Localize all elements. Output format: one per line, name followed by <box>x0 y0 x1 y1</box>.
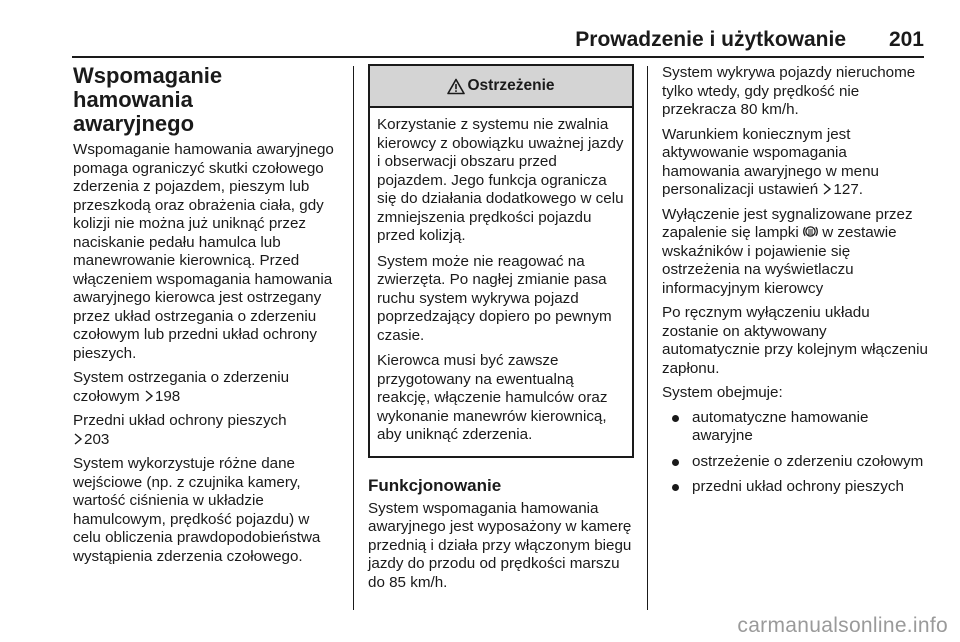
warning-header <box>370 66 632 108</box>
bullet-icon <box>672 415 679 422</box>
page-reference-icon <box>144 390 154 402</box>
column-left <box>73 64 341 572</box>
cross-reference-pedestrian-protection[interactable]: Przedni układ ochrony pieszych 203 <box>73 412 287 448</box>
page-header <box>72 22 924 58</box>
feature-list <box>662 409 928 497</box>
intro-paragraph: Wspomaganie hamowania awaryjnego pomaga ograniczyć skutki czołowego zderzenia z pojazdem, pieszym lub przeszkodą oraz obrażenia ciała, gdy kolizji nie można już uniknąć przez naciskanie pedału hamulca lub manewrowanie kierownicą. Przed włączeniem wspomagania hamowania awaryjnego kierowca jest ostrzegany przez układ ostrzegania o zderzeniu czołowym lub przedni układ ochrony pieszych. <box>73 141 334 362</box>
list-item: przedni układ ochrony pieszych <box>662 478 928 497</box>
warning-paragraph: Kierowca musi być zawsze przygotowany na ewentualną reakcję, włączenie hamulców oraz wykonanie manewrów kierownicą, aby uniknąć zderzenia. <box>377 352 608 443</box>
cross-reference-collision-warning[interactable]: System ostrzegania o zderzeniu czołowym 198 <box>73 369 290 405</box>
column-divider-right <box>647 66 648 610</box>
column-middle <box>368 64 636 598</box>
warning-paragraph: System może nie reagować na zwierzęta. Po nagłej zmianie pasa ruchu system wykrywa pojazd poprzedzający dopiero po pewnym czasie. <box>377 252 612 344</box>
subsection-title: Funkcjonowanie <box>368 475 502 495</box>
reactivation-paragraph: Po ręcznym wyłączeniu układu zostanie on aktywowany automatycznie przy kolejnym włączeniu zapłonu. <box>662 304 928 377</box>
warning-paragraph: Korzystanie z systemu nie zwalnia kierowcy z obowiązku uważnej jazdy i obserwacji obszaru przed pojazdem. Jego funkcja ogranicza się do działania dodatkowego w celu zmniejszenia prędkości pojazdu przed kolizją. <box>377 116 624 244</box>
page-reference-icon <box>73 433 83 445</box>
list-item: automatyczne hamowanie awaryjne <box>662 409 928 446</box>
warning-triangle-icon <box>447 78 465 95</box>
activation-paragraph[interactable]: Warunkiem koniecznym jest aktywowanie wspomagania hamowania awaryjnego w menu personalizacji ustawień 127. <box>662 125 879 198</box>
deactivation-paragraph: Wyłączenie jest sygnalizowane przez zapalenie się lampki w zestawie wskaźników i pojawienie się ostrzeżenia na wyświetlaczu informacyjnym kierowcy <box>662 205 913 297</box>
list-intro: System obejmuje: <box>662 384 783 401</box>
page-reference-icon <box>822 183 832 195</box>
warning-lamp-icon <box>803 224 818 239</box>
section-title: Wspomaganie hamowania awaryjnego <box>73 63 223 136</box>
function-paragraph: System wspomagania hamowania awaryjnego jest wyposażony w kamerę przednią i działa przy włączonym biegu jazdy do przodu od prędkości marszu do 85 km/h. <box>368 499 632 591</box>
inputs-paragraph: System wykorzystuje różne dane wejściowe (np. z czujnika kamery, wartość ciśnienia w układzie hamulcowym, prędkość pojazdu) w celu obliczenia prawdopodobieństwa wystąpienia zderzenia czołowego. <box>73 455 321 565</box>
bullet-icon <box>672 484 679 491</box>
list-item: ostrzeżenie o zderzeniu czołowym <box>662 453 928 472</box>
column-right <box>662 64 928 504</box>
warning-title: Ostrzeżenie <box>467 77 555 94</box>
warning-body <box>370 108 632 456</box>
column-divider-left <box>353 66 354 610</box>
warning-box <box>368 64 634 458</box>
bullet-icon <box>672 459 679 466</box>
stationary-vehicles-paragraph: System wykrywa pojazdy nieruchome tylko wtedy, gdy prędkość nie przekracza 80 km/h. <box>662 64 916 118</box>
watermark: carmanualsonline.info <box>737 614 948 637</box>
page-number: 201 <box>888 28 924 51</box>
chapter-title: Prowadzenie i użytkowanie <box>575 28 846 51</box>
